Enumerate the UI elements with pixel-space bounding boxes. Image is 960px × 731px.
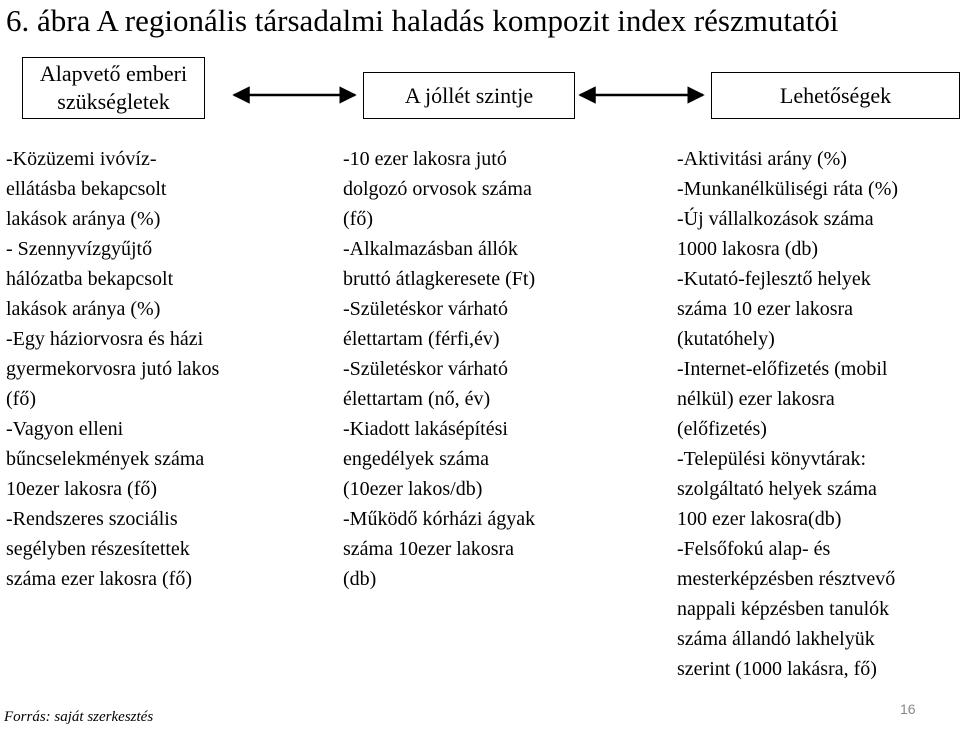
header-box-basic-needs	[22, 57, 205, 119]
header-wellbeing-label: A jóllét szintje	[404, 82, 534, 108]
page-number: 16	[900, 701, 916, 717]
indicator-list-opportunities: -Aktivitási arány (%) -Munkanélküliségi ráta (%) -Új vállalkozások száma 1000 lakosra (db) -Kutató-fejlesztő helyek száma 10 ezer lakosra (kutatóhely) -Internet-előfizetés (mobil nélkül) ezer lakosra (előfizetés) -Települési könyvtárak: szolgáltató helyek száma 100 ezer lakosra(db) -Felsőfokú alap- és mesterképzésben résztvevő nappali képzésben tanulók száma állandó lakhelyük szerint (1000 lakásra, fő)	[677, 148, 899, 680]
header-box-opportunities	[711, 72, 960, 119]
header-basic-needs-label: Alapvető emberi szükségletek	[39, 61, 188, 114]
header-box-wellbeing	[363, 72, 575, 119]
source-note: Forrás: saját szerkesztés	[4, 709, 154, 725]
indicator-list-wellbeing: -10 ezer lakosra jutó dolgozó orvosok száma (fő) -Alkalmazásban állók bruttó átlagkeresete (Ft) -Születéskor várható élettartam (férfi,év) -Születéskor várható élettartam (nő, év) -Kiadott lakásépítési engedélyek száma (10ezer lakos/db) -Működő kórházi ágyak száma 10ezer lakosra (db)	[343, 148, 536, 590]
indicator-list-basic-needs: -Közüzemi ivóvíz- ellátásba bekapcsolt lakások aránya (%) - Szennyvízgyűjtő hálózatba bekapcsolt lakások aránya (%) -Egy háziorvosra és házi gyermekorvosra jutó lakos (fő) -Vagyon elleni bűncselekmények száma 10ezer lakosra (fő) -Rendszeres szociális segélyben részesítettek száma ezer lakosra (fő)	[6, 148, 220, 590]
header-opportunities-label: Lehetőségek	[779, 82, 892, 108]
page-title: 6. ábra A regionális társadalmi haladás kompozit index részmutatói	[6, 3, 839, 38]
